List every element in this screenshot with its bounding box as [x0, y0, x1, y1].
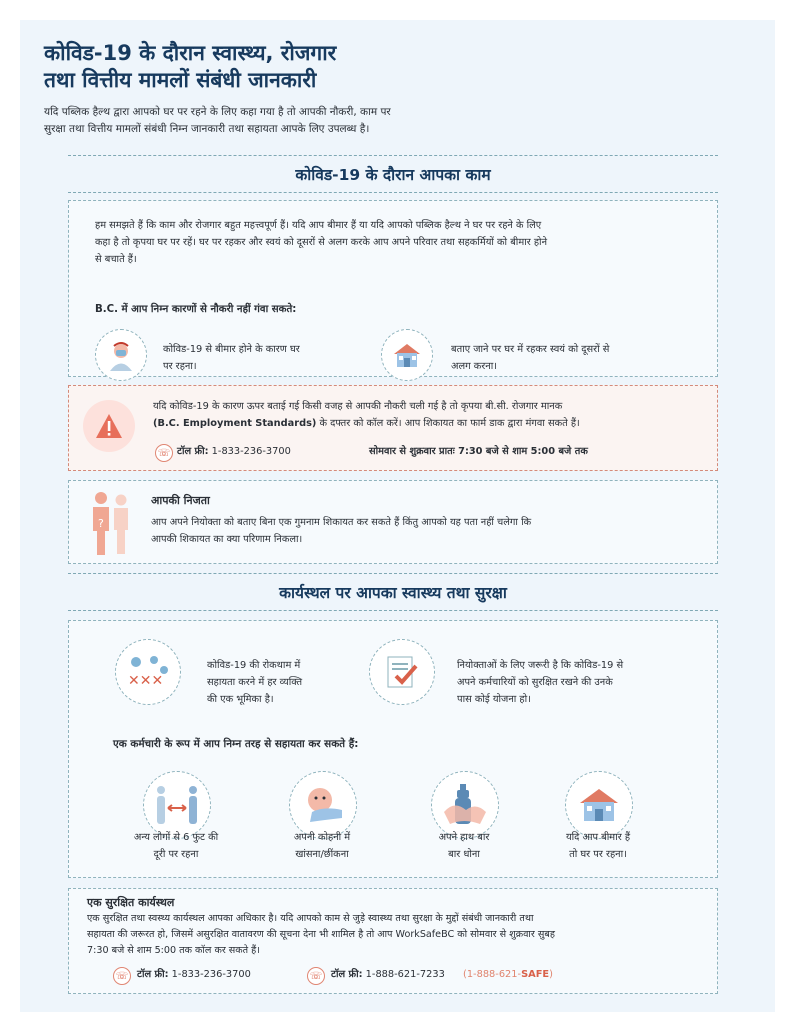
employer-plan-text: नियोक्ताओं के लिए जरूरी है कि कोविड-19 से अपने कर्मचारियों को सुरक्षित रखने की उनके पास कोई योजना हो। — [457, 660, 624, 705]
warning-icon — [83, 400, 135, 452]
safe-workplace-text: एक सुरक्षित तथा स्वस्थ्य कार्यस्थल आपका अधिकार है। यदि आपको काम से जुड़े स्वास्थ्य तथा सुरक्षा के मुद्दों संबंधी जानकारी तथा सहायता की जरूरत हो, जिसमें असुरक्षित वातावरण की सूचना देना भी शामिल है तो आप WorkSafeBC को सोमवार से शुक्रवार सुबह 7:30 बजे से शाम 5:00 तक कॉल कर सकते हैं। — [87, 913, 555, 956]
privacy-text: आप अपने नियोक्ता को बताए बिना एक गुमनाम शिकायत कर सकते हैं किंतु आपको यह पता नहीं चलेगा कि आपकी शिकायत का क्या परिणाम निकला। — [151, 517, 532, 545]
divider — [68, 192, 718, 193]
tip-sneeze: अपनी कोहनी में खांसना/छींकना — [293, 832, 351, 860]
alert-tollfree[interactable]: टॉल फ्री: 1-833-236-3700 — [177, 446, 291, 457]
help-subheading: एक कर्मचारी के रूप में आप निम्न तरह से सहायता कर सकते हैं: — [113, 738, 359, 750]
work-subheading: B.C. में आप निम्न कारणों से नौकरी नहीं गंवा सकते: — [95, 304, 297, 315]
tip-stay-home: यदि आप बीमार हैं तो घर पर रहना। — [565, 832, 631, 860]
tip-distancing: अन्य लोगों से 6 फुट की दूरी पर रहना — [133, 832, 219, 860]
tip-handwash: अपने हाथ बार बार धोना — [438, 832, 490, 860]
virus-prevention-icon — [115, 639, 181, 705]
phone-icon: ☏ — [307, 967, 325, 985]
phone-icon: ☏ — [155, 444, 173, 462]
safe-tollfree-alt[interactable]: (1-888-621-SAFE) — [463, 969, 553, 980]
divider — [68, 573, 718, 574]
phone-icon: ☏ — [113, 967, 131, 985]
section-heading-work: कोविड-19 के दौरान आपका काम — [295, 166, 491, 184]
divider — [68, 610, 718, 611]
sick-person-icon — [95, 329, 147, 381]
house-icon — [381, 329, 433, 381]
svg-text:?: ? — [98, 517, 104, 530]
work-box — [68, 200, 718, 377]
health-box — [68, 620, 718, 878]
page — [20, 20, 775, 1012]
reason-isolate-text: बताए जाने पर घर में रहकर स्वयं को दूसरों से अलग करना। — [451, 344, 610, 372]
svg-text:✕✕✕: ✕✕✕ — [128, 673, 164, 689]
divider — [68, 155, 718, 156]
privacy-box — [68, 480, 718, 564]
safe-tollfree-2[interactable]: टॉल फ्री: 1-888-621-7233 — [331, 969, 445, 980]
work-paragraph: हम समझते हैं कि काम और रोजगार बहुत महत्त्वपूर्ण हैं। यदि आप बीमार हैं या यदि आपको पब्लिक हैल्थ ने घर पर रहने के लिए कहा है तो कृपया घर पर रहें। घर पर रहकर और स्वयं को दूसरों से अलग करके आप अपने परिवार तथा सहकर्मियों को बीमार होने से बचाते हैं। — [95, 220, 548, 265]
alert-text: यदि कोविड-19 के कारण ऊपर बताई गई किसी वजह से आपकी नौकरी चली गई है तो कृपया बी.सी. रोजगार मानक (B.C. Employment Standards) के दफ्तर को कॉल करें। आप शिकायत का फार्म डाक द्वारा मंगवा सकते हैं। — [153, 401, 580, 429]
section-heading-health: कार्यस्थल पर आपका स्वास्थ्य तथा सुरक्षा — [279, 584, 507, 602]
intro-text: यदि पब्लिक हैल्थ द्वारा आपको घर पर रहने के लिए कहा गया है तो आपकी नौकरी, काम पर सुरक्षा तथा वित्तीय मामलों संबंधी निम्न जानकारी तथा सहायता आपके लिए उपलब्ध है। — [44, 106, 391, 135]
safe-workplace-heading: एक सुरक्षित कार्यस्थल — [87, 896, 175, 909]
checklist-icon — [369, 639, 435, 705]
alert-hours: सोमवार से शुक्रवार प्रातः 7:30 बजे से शाम 5:00 बजे तक — [369, 446, 588, 457]
safe-tollfree-1[interactable]: टॉल फ्री: 1-833-236-3700 — [137, 969, 251, 980]
people-icon — [87, 489, 135, 561]
page-title: कोविड-19 के दौरान स्वास्थ्य, रोजगार तथा वित्तीय मामलों संबंधी जानकारी — [44, 41, 337, 92]
employment-standards-alert — [68, 385, 718, 471]
safe-workplace-box — [68, 888, 718, 994]
reason-sick-text: कोविड-19 से बीमार होने के कारण घर पर रहना। — [163, 344, 300, 372]
prevention-role-text: कोविड-19 की रोकथाम में सहायता करने में हर व्यक्ति की एक भूमिका है। — [207, 660, 303, 705]
privacy-heading: आपकी निजता — [151, 494, 210, 507]
